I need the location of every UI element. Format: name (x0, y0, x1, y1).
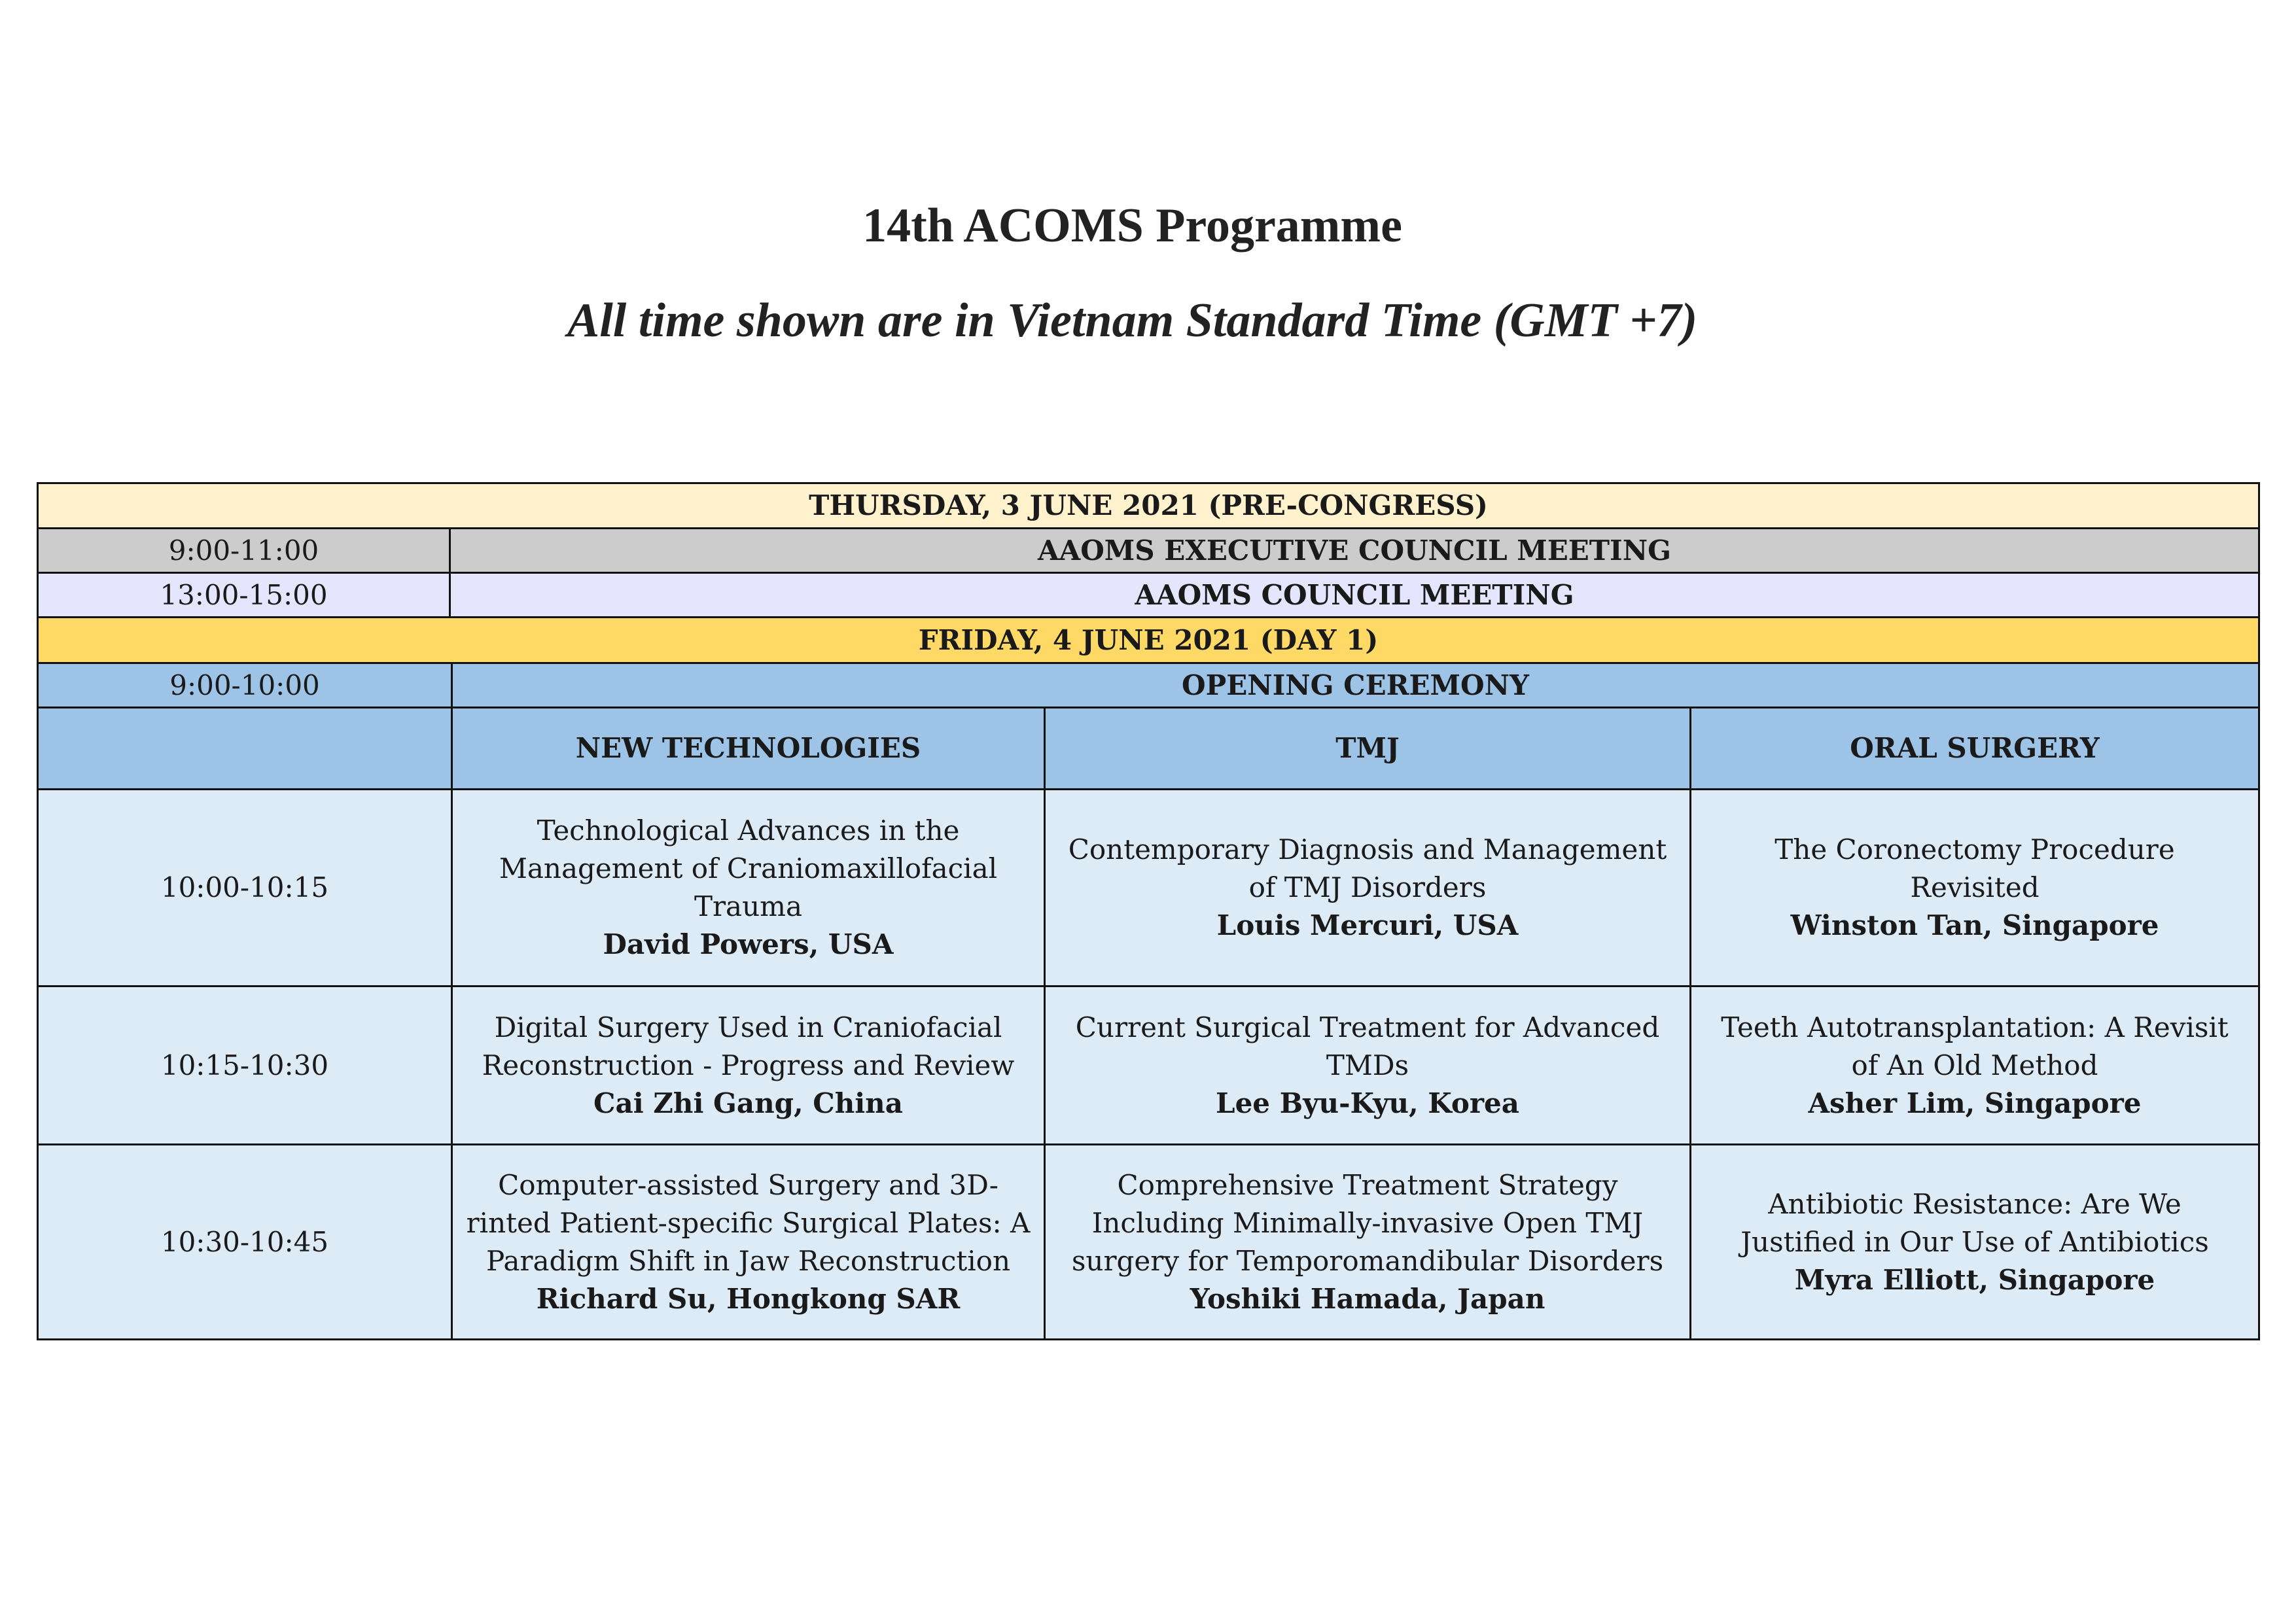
track-header-new-technologies: NEW TECHNOLOGIES (451, 707, 1044, 788)
session-speaker: Cai Zhi Gang, China (593, 1087, 903, 1119)
session-cell (451, 1143, 1044, 1338)
session-topic: Antibiotic Resistance: Are We Justified in Our Use of Antibiotics (1740, 1187, 2209, 1258)
session-cell (1689, 788, 2258, 985)
session-cell (451, 788, 1044, 985)
session-speaker: Myra Elliott, Singapore (1794, 1263, 2155, 1296)
session-topic: Teeth Autotransplantation: A Revisit of An Old Method (1721, 1011, 2229, 1081)
event-cell: AAOMS EXECUTIVE COUNCIL MEETING (449, 527, 2258, 572)
session-topic: Comprehensive Treatment Strategy Including Minimally-invasive Open TMJ surgery for Temporomandibular Disorders (1071, 1168, 1664, 1277)
session-speaker: Winston Tan, Singapore (1790, 909, 2159, 941)
day-header-thursday: THURSDAY, 3 JUNE 2021 (PRE-CONGRESS) (39, 484, 2258, 527)
session-speaker: Asher Lim, Singapore (1808, 1087, 2142, 1119)
time-cell: 10:00-10:15 (39, 788, 451, 985)
event-cell: AAOMS COUNCIL MEETING (449, 572, 2258, 616)
time-cell: 10:15-10:30 (39, 985, 451, 1143)
session-topic: Computer-assisted Surgery and 3D- rinted Patient-specific Surgical Plates: A Paradigm Shift in Jaw Reconstruction (466, 1168, 1031, 1277)
session-topic: Current Surgical Treatment for Advanced TMDs (1075, 1011, 1660, 1081)
session-cell (1689, 985, 2258, 1143)
track-header-oral-surgery: ORAL SURGERY (1689, 707, 2258, 788)
track-header-tmj: TMJ (1044, 707, 1689, 788)
session-topic: Technological Advances in the Management of Craniomaxillofacial Trauma (499, 814, 998, 922)
time-cell: 9:00-11:00 (39, 527, 449, 572)
session-topic: Contemporary Diagnosis and Management of TMJ Disorders (1068, 833, 1667, 903)
session-cell (1044, 788, 1689, 985)
time-cell: 13:00-15:00 (39, 572, 449, 616)
session-cell (1044, 985, 1689, 1143)
session-cell (451, 985, 1044, 1143)
session-speaker: Richard Su, Hongkong SAR (536, 1282, 961, 1315)
time-cell: 10:30-10:45 (39, 1143, 451, 1338)
session-speaker: Louis Mercuri, USA (1216, 909, 1519, 941)
session-speaker: David Powers, USA (603, 928, 894, 960)
session-topic: Digital Surgery Used in Craniofacial Reconstruction - Progress and Review (482, 1011, 1015, 1081)
page-subtitle: All time shown are in Vietnam Standard Time (GMT +7) (567, 294, 1698, 347)
track-header-empty (39, 707, 451, 788)
session-cell (1689, 1143, 2258, 1338)
programme-table (37, 482, 2260, 1340)
session-topic: The Coronectomy Procedure Revisited (1775, 833, 2175, 903)
session-cell (1044, 1143, 1689, 1338)
time-cell: 9:00-10:00 (39, 662, 451, 707)
page-title: 14th ACOMS Programme (862, 199, 1402, 253)
day-header-friday: FRIDAY, 4 JUNE 2021 (DAY 1) (39, 616, 2258, 662)
event-cell: OPENING CEREMONY (451, 662, 2258, 707)
session-speaker: Yoshiki Hamada, Japan (1190, 1282, 1545, 1315)
session-speaker: Lee Byu-Kyu, Korea (1216, 1087, 1519, 1119)
